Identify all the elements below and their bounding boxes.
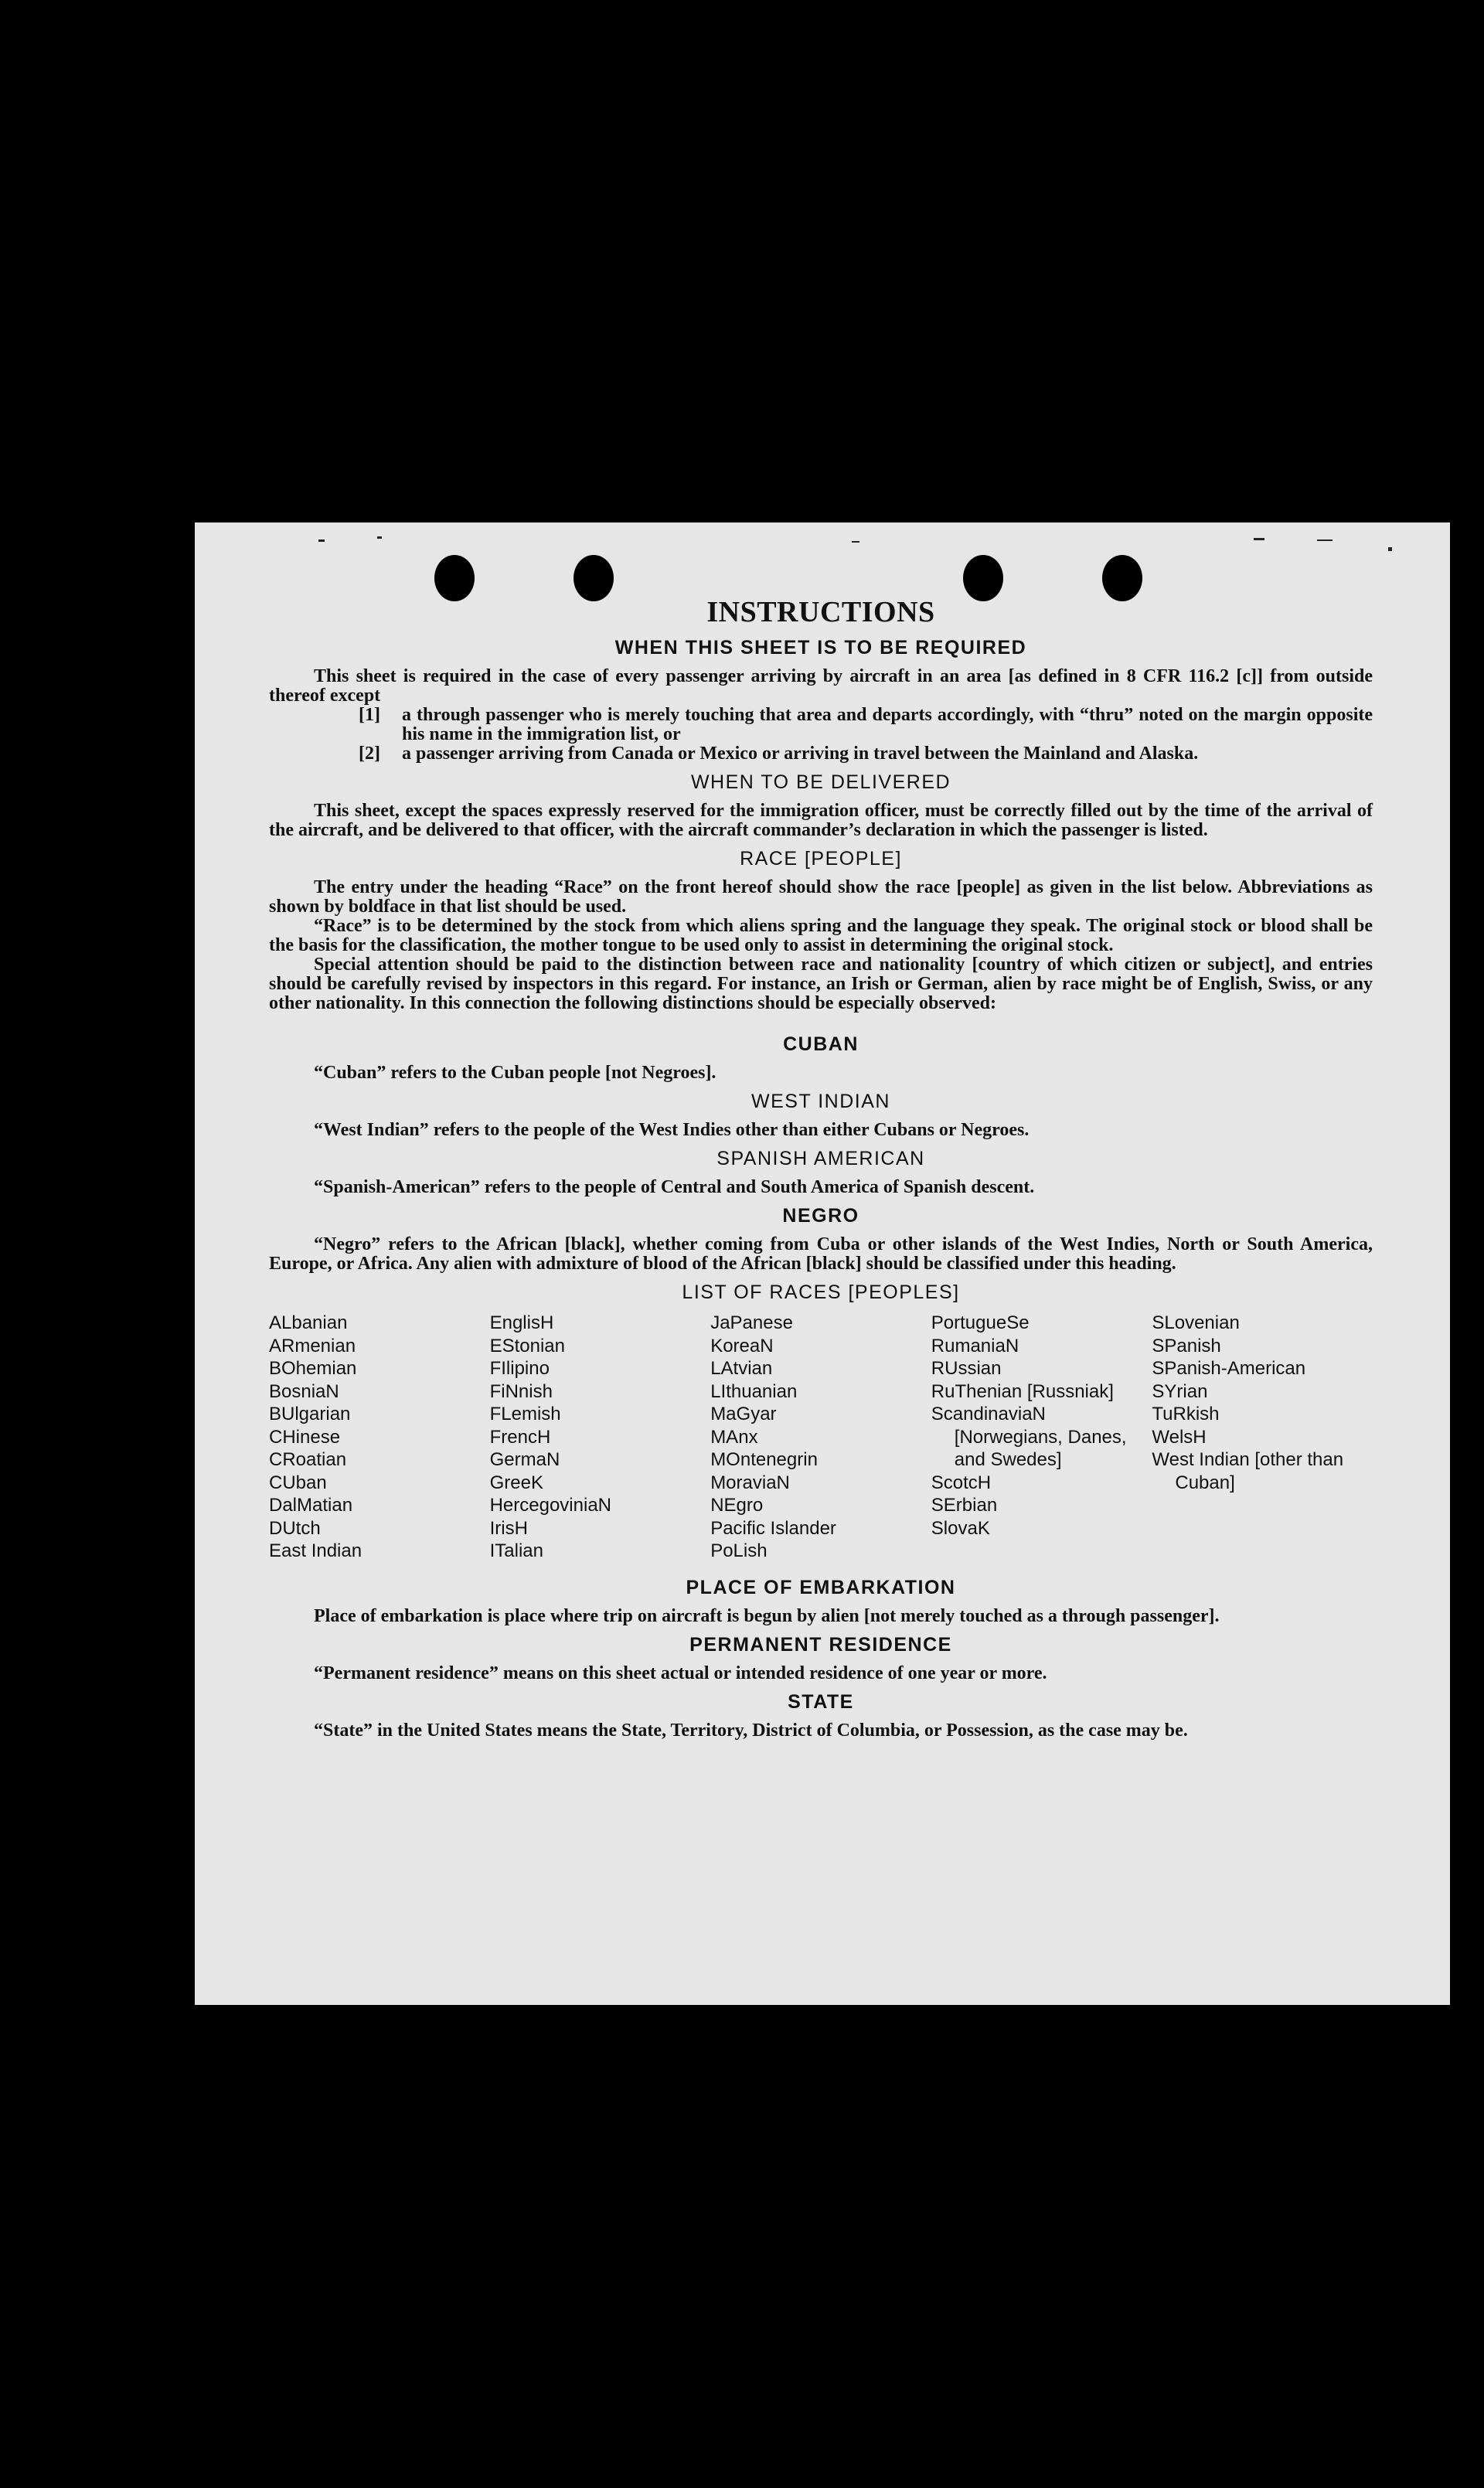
cuban-text: “Cuban” refers to the Cuban people [not Negroes]. [314,1063,716,1083]
race-entry: RumaniaN [931,1335,1019,1356]
heading-west-indian: WEST INDIAN [751,1091,890,1112]
exception-item-2 [359,744,1373,764]
scan-speck [852,541,859,543]
scan-speck [1388,547,1392,551]
race-entry: RUssian [931,1358,1002,1379]
exception-item-1 [359,706,1373,744]
race-entry: MaGyar [710,1404,777,1424]
heading-cuban: CUBAN [783,1033,859,1055]
race-entry: KoreaN [710,1335,774,1356]
race-entry: PoLish [710,1540,768,1561]
heading-state: STATE [788,1690,854,1713]
race-entry: MoraviaN [710,1472,790,1493]
race-entry: ARmenian [269,1335,356,1356]
race-entry: SPanish [1152,1335,1221,1356]
race-entry: NEgro [710,1495,764,1516]
race-entry: DalMatian [269,1495,353,1516]
race-list [269,1312,1373,1563]
permanent-residence-text: “Permanent residence” means on this sheet actual or intended residence of one year or more. [314,1663,1047,1683]
heading-permanent-residence: PERMANENT RESIDENCE [689,1633,952,1656]
race-entry: CRoatian [269,1449,347,1470]
race-column [710,1312,931,1563]
page-title: INSTRUCTIONS [706,596,935,628]
race-entry: EnglisH [489,1312,554,1333]
race-paragraph-1: The entry under the heading “Race” on the front hereof should show the race [people] as given in the list below. Abbreviations as shown by boldface in that list should be used. [269,877,1373,917]
race-entry: MAnx [710,1426,758,1448]
negro-text: “Negro” refers to the African [black], whether coming from Cuba or other islands of the West Indies, North or South America, Europe, or Africa. Any alien with admixture of blood of the African [black] should be classified under this heading. [269,1234,1373,1274]
scan-speck [1254,538,1264,540]
race-entry: SLovenian [1152,1312,1240,1333]
exception-number: [1] [359,705,380,725]
when-delivered-text: This sheet, except the spaces expressly reserved for the immigration officer, must be correctly filled out by the time of the arrival of the aircraft, and be delivered to that officer, with the aircraft commander’s declaration in which the passenger is listed. [269,801,1373,840]
race-entry: FiNnish [489,1380,553,1402]
embarkation-text: Place of embarkation is place where trip on aircraft is begun by alien [not merely touched as a through passenger]. [314,1605,1220,1626]
heading-spanish-american: SPANISH AMERICAN [716,1148,925,1169]
race-entry: FIlipino [489,1358,550,1379]
race-entry: ITalian [489,1540,543,1561]
race-entry: MOntenegrin [710,1449,818,1470]
race-column [269,1312,490,1563]
document-sheet [195,522,1450,2005]
race-paragraph-3: Special attention should be paid to the distinction between race and nationality [country of which citizen or subject], and entries should be carefully revised by inspectors in this regard. For instance, an Irish or German, alien by race might be of English, Swiss, or any other nationality. In this connection the following distinctions should be especially observed: [269,955,1373,1013]
race-entry: BOhemian [269,1358,357,1379]
race-entry: BUlgarian [269,1404,351,1424]
punch-hole-1 [434,555,475,601]
spanish-american-text: “Spanish-American” refers to the people of Central and South America of Spanish descent. [314,1177,1035,1197]
exception-text: a through passenger who is merely touching that area and departs accordingly, with “thru” noted on the margin opposite his name in the immigration list, or [402,705,1373,744]
race-entry: GreeK [489,1472,543,1493]
scan-speck [377,536,382,539]
race-entry: GermaN [489,1449,560,1470]
race-column [931,1312,1152,1563]
race-entry: LIthuanian [710,1380,798,1402]
race-entry: JaPanese [710,1312,793,1333]
race-entry: IrisH [489,1517,528,1539]
race-entry: WelsH [1152,1426,1207,1448]
heading-embarkation: PLACE OF EMBARKATION [686,1576,956,1598]
race-entry: CHinese [269,1426,341,1448]
race-entry: TuRkish [1152,1404,1220,1424]
heading-list-of-races: LIST OF RACES [PEOPLES] [682,1281,960,1303]
exception-number: [2] [359,744,380,764]
race-entry: EStonian [489,1335,565,1356]
heading-when-required: WHEN THIS SHEET IS TO BE REQUIRED [614,637,1027,659]
race-entry: FrencH [489,1426,551,1448]
race-entry: East Indian [269,1540,362,1561]
punch-hole-4 [1102,555,1142,601]
heading-when-delivered: WHEN TO BE DELIVERED [690,771,951,793]
race-column [490,1312,711,1563]
race-entry: Pacific Islander [710,1517,836,1539]
race-entry: ScotcH [931,1472,992,1493]
race-entry: DUtch [269,1517,321,1539]
race-entry: PortugueSe [931,1312,1030,1333]
race-entry: ScandinaviaN [Norwegians, Danes, and Swedes] [931,1404,1127,1470]
state-text: “State” in the United States means the State, Territory, District of Columbia, or Possession, as the case may be. [314,1720,1188,1741]
punch-hole-2 [574,555,614,601]
race-entry: SYrian [1152,1380,1208,1402]
heading-negro: NEGRO [782,1205,859,1227]
race-entry: RuThenian [Russniak] [931,1380,1114,1402]
race-entry: SPanish-American [1152,1358,1306,1379]
punch-hole-3 [963,555,1003,601]
race-paragraph-2: “Race” is to be determined by the stock from which aliens spring and the language they speak. The original stock or blood shall be the basis for the classification, the mother tongue to be used only to assist in determining the original stock. [269,916,1373,955]
race-entry: BosniaN [269,1380,339,1402]
race-entry: FLemish [489,1404,561,1424]
race-entry: West Indian [other than Cuban] [1152,1449,1344,1493]
race-entry: HercegoviniaN [489,1495,611,1516]
heading-race: RACE [PEOPLE] [740,848,902,870]
scan-speck [1317,539,1333,541]
instructions-content [269,595,1373,1741]
race-entry: CUban [269,1472,327,1493]
when-required-intro: This sheet is required in the case of every passenger arriving by aircraft in an area [as defined in 8 CFR 116.2 [c]] from outside thereof except [269,666,1373,706]
race-entry: SErbian [931,1495,998,1516]
race-entry: SlovaK [931,1517,990,1539]
race-entry: ALbanian [269,1312,348,1333]
exception-text: a passenger arriving from Canada or Mexico or arriving in travel between the Mainland and Alaska. [402,744,1199,764]
west-indian-text: “West Indian” refers to the people of the West Indies other than either Cubans or Negroes. [314,1120,1030,1140]
scan-speck [318,539,325,542]
race-column [1152,1312,1373,1563]
race-entry: LAtvian [710,1358,773,1379]
